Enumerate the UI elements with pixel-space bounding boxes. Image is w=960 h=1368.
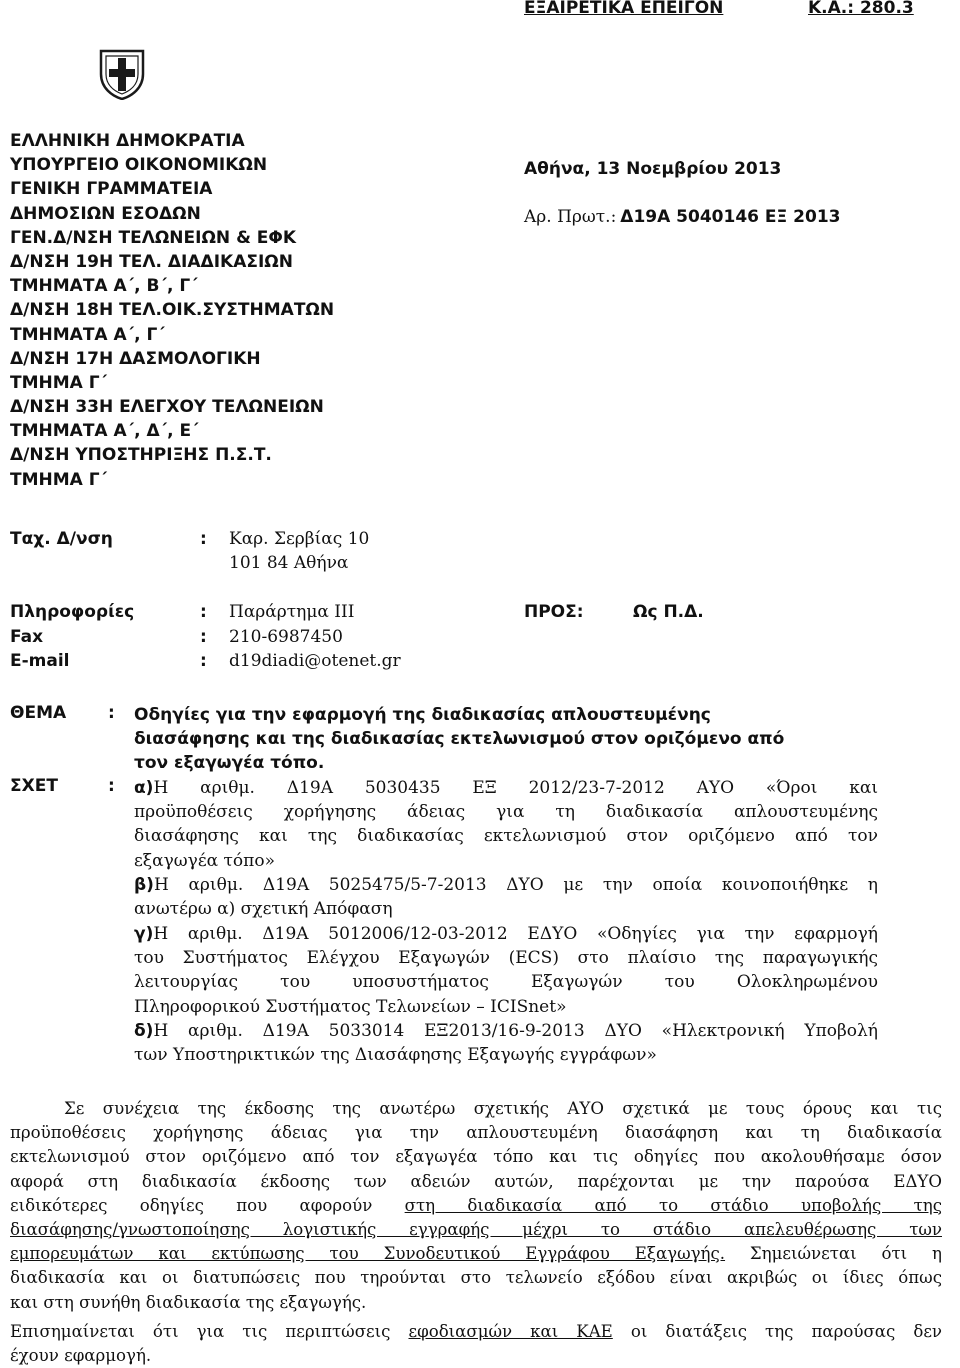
sender-line: ΔΗΜΟΣΙΩΝ ΕΣΟΔΩΝ: [10, 203, 201, 224]
body-text: ειδικότερες οδηγίες που αφορούν: [10, 1195, 405, 1215]
subject-line: διασάφησης και της διαδικασίας εκτελωνισμού στον οριζόμενο από: [134, 729, 785, 750]
sender-line: ΤΜΗΜΑ Γ΄: [10, 372, 108, 393]
info-value: Παράρτημα ΙΙΙ: [229, 602, 355, 622]
reference-c: [134, 922, 878, 1019]
body-text: οι διατάξεις της παρούσας δεν: [612, 1322, 942, 1341]
body-underlined: στη διαδικασία από το στάδιο υποβολής της: [404, 1195, 943, 1215]
sender-block: [10, 129, 334, 492]
body-line: διαδικασία και οι διατυπώσεις που τηρούνται στο τελωνείο εξόδου είναι ακριβώς οι ίδιες όπως: [10, 1268, 942, 1288]
body-underlined: εφοδιασμών και ΚΑΕ: [408, 1322, 613, 1341]
sender-line: ΤΜΗΜΑΤΑ Α΄, Β΄, Γ΄: [10, 276, 198, 297]
protocol-number: [524, 207, 841, 227]
body-text: Σημειώνεται ότι η: [725, 1244, 942, 1264]
sender-line: ΤΜΗΜΑΤΑ Α΄, Δ΄, Ε΄: [10, 421, 199, 442]
info-label: Πληροφορίες: [10, 602, 135, 622]
recipient-value: Ως Π.Δ.: [633, 602, 704, 622]
ref-line: του Συστήματος Ελέγχου Εξαγωγών (ECS) στο πλαίσιο της παραγωγικής: [134, 948, 878, 969]
sender-line: Δ/ΝΣΗ ΥΠΟΣΤΗΡΙΞΗΣ Π.Σ.Τ.: [10, 445, 272, 466]
sender-line: Δ/ΝΣΗ 18Η ΤΕΛ.ΟΙΚ.ΣΥΣΤΗΜΑΤΩΝ: [10, 300, 335, 321]
ref-a-mark: α): [134, 778, 154, 798]
subject-line: τον εξαγωγέα τόπο.: [134, 753, 325, 774]
sender-line: Δ/ΝΣΗ 33Η ΕΛΕΓΧΟΥ ΤΕΛΩΝΕΙΩΝ: [10, 397, 324, 418]
reference-b: [134, 873, 878, 921]
body-line: εκτελωνισμού στον οριζόμενο από τον εξαγωγέα τόπο και τις οδηγίες που ακολουθήσαμε όσον: [10, 1147, 942, 1167]
fax-value: 210-6987450: [229, 627, 343, 647]
address-label: Ταχ. Δ/νση: [10, 529, 113, 549]
ref-line: Η αριθμ. Δ19Α 5033014 ΕΞ2013/16-9-2013 ΔΥΟ «Ηλεκτρονική Υποβολή: [153, 1021, 878, 1041]
subject-text: [134, 703, 784, 776]
sender-line: ΓΕΝ.Δ/ΝΣΗ ΤΕΛΩΝΕΙΩΝ & ΕΦΚ: [10, 227, 297, 248]
body-paragraph-2: [10, 1320, 942, 1368]
recipient-label: ΠΡΟΣ:: [524, 602, 584, 622]
protocol-label: Αρ. Πρωτ.:: [524, 207, 617, 227]
reference-a: [134, 776, 878, 873]
sender-line: Δ/ΝΣΗ 17Η ΔΑΣΜΟΛΟΓΙΚΗ: [10, 348, 261, 369]
colon: :: [108, 776, 115, 796]
body-underlined: διασάφησης/γνωστοποίησης λογιστικής εγγραφής μέχρι το στάδιο απελευθέρωσης των: [10, 1220, 942, 1240]
body-text: Επισημαίνεται ότι για τις περιπτώσεις: [10, 1322, 409, 1341]
ref-line: των Υποστηρικτικών της Διασάφησης Εξαγωγής εγγράφων»: [134, 1045, 657, 1066]
ref-c-mark: γ): [134, 924, 154, 944]
ref-line: Η αριθμ. Δ19Α 5012006/12-03-2012 ΕΔΥΟ «Οδηγίες για την εφαρμογή: [153, 924, 878, 944]
email-value[interactable]: d19diadi@otenet.gr: [229, 651, 401, 671]
greek-coat-of-arms-icon: [98, 48, 146, 100]
colon: :: [200, 627, 207, 647]
colon: :: [108, 703, 115, 723]
sender-line: ΕΛΛΗΝΙΚΗ ΔΗΜΟΚΡΑΤΙΑ: [10, 131, 245, 151]
sender-line: ΥΠΟΥΡΓΕΙΟ ΟΙΚΟΝΟΜΙΚΩΝ: [10, 155, 268, 176]
ref-line: Πληροφορικού Συστήματος Τελωνείων – ICISnet»: [134, 996, 567, 1017]
address-line2: 101 84 Αθήνα: [229, 553, 349, 573]
colon: :: [200, 651, 207, 671]
body-line: και στη συνήθη διαδικασία της εξαγωγής.: [10, 1292, 367, 1312]
body-line: Σε συνέχεια της έκδοσης της ανωτέρω σχετικής ΑΥΟ σχετικά με τους όρους και τις: [64, 1099, 942, 1118]
sender-line: ΓΕΝΙΚΗ ΓΡΑΜΜΑΤΕΙΑ: [10, 179, 213, 200]
ref-line: ανωτέρω α) σχετική Απόφαση: [134, 899, 393, 920]
colon: :: [200, 529, 207, 549]
body-line: αφορά στη διαδικασία έκδοσης των αδειών αυτών, παρέχονται με την παρούσα ΕΔΥΟ: [10, 1171, 942, 1191]
sender-line: ΤΜΗΜΑ Γ΄: [10, 469, 108, 490]
fax-label: Fax: [10, 627, 44, 647]
ref-d-mark: δ): [134, 1021, 154, 1041]
address-line1: Καρ. Σερβίας 10: [229, 529, 370, 549]
ref-line: προϋποθέσεις χορήγησης άδειας για τη διαδικασία απλουστευμένης: [134, 802, 878, 823]
email-label: E-mail: [10, 651, 70, 671]
ref-line: Η αριθμ. Δ19Α 5025475/5-7-2013 ΔΥΟ με την οποία κοινοποιήθηκε η: [153, 875, 878, 895]
protocol-value: Δ19Α 5040146 ΕΞ 2013: [620, 207, 841, 227]
ref-line: εξαγωγέα τόπο»: [134, 850, 275, 871]
colon: :: [200, 602, 207, 622]
ref-b-mark: β): [134, 875, 154, 895]
body-paragraph-1: [10, 1097, 942, 1315]
subject-line: Οδηγίες για την εφαρμογή της διαδικασίας απλουστευμένης: [134, 705, 711, 725]
body-line: προϋποθέσεις χορήγησης άδειας για την απλουστευμένη διασάφηση και τη διαδικασία: [10, 1123, 942, 1143]
ref-line: Η αριθμ. Δ19Α 5030435 ΕΞ 2012/23-7-2012 ΑΥΟ «Όροι και: [153, 778, 878, 798]
body-underlined: εμπορευμάτων και εκτύπωσης του Συνοδευτικού Εγγράφου Εξαγωγής.: [10, 1244, 726, 1264]
reference-d: [134, 1019, 878, 1067]
sender-line: ΤΜΗΜΑΤΑ Α΄, Γ΄: [10, 324, 165, 345]
ref-line: λειτουργίας του υποσυστήματος Εξαγωγών του Ολοκληρωμένου: [134, 972, 878, 993]
document-date: Αθήνα, 13 Νοεμβρίου 2013: [524, 159, 782, 179]
ka-code: Κ.Α.: 280.3: [808, 0, 914, 18]
body-line: έχουν εφαρμογή.: [10, 1346, 152, 1366]
refs-label: ΣΧΕΤ: [10, 776, 58, 796]
sender-line: Δ/ΝΣΗ 19Η ΤΕΛ. ΔΙΑΔΙΚΑΣΙΩΝ: [10, 251, 293, 272]
subject-label: ΘΕΜΑ: [10, 703, 67, 723]
ref-line: διασάφησης και της διαδικασίας εκτελωνισμού στον οριζόμενο από τον: [134, 826, 878, 847]
urgency-label: ΕΞΑΙΡΕΤΙΚΑ ΕΠΕΙΓΟΝ: [524, 0, 724, 18]
